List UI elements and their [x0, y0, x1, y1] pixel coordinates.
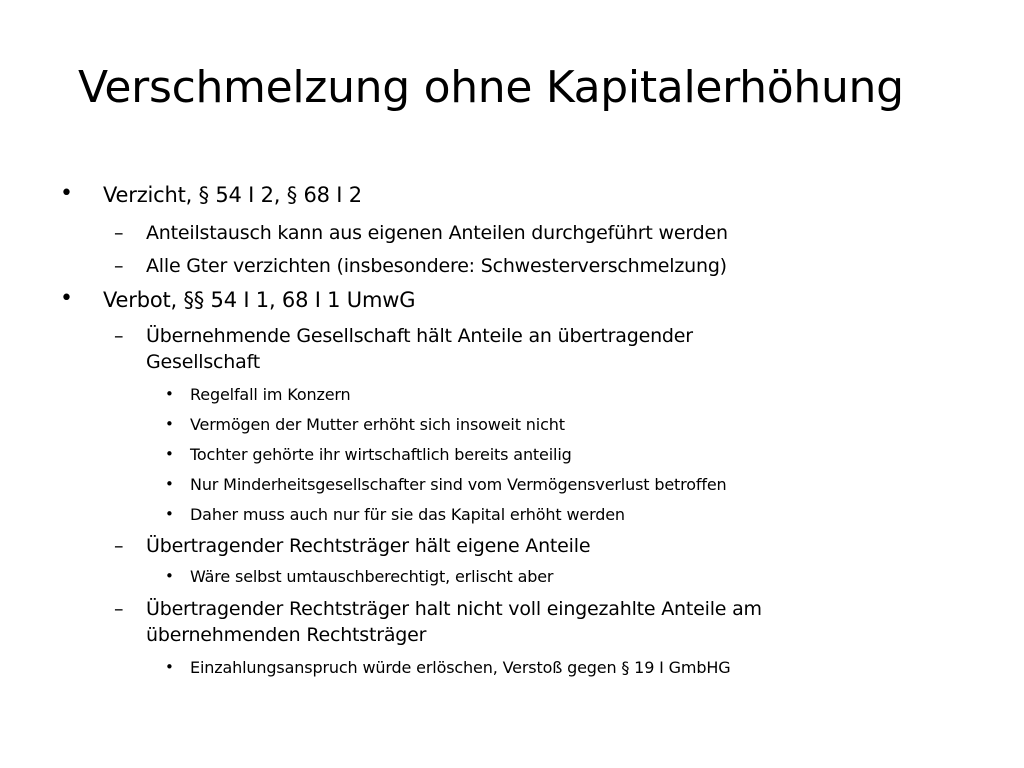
sub-bullet-text-line1: Übernehmende Gesellschaft hält Anteile an übertragender: [146, 325, 693, 347]
bullet-text: Verzicht, § 54 I 2, § 68 I 2: [103, 183, 362, 207]
sub-sub-bullet-text: Wäre selbst umtauschberechtigt, erlischt aber: [190, 567, 554, 586]
sub-sub-bullet-minderheit: [165, 475, 727, 494]
bullet-verzicht: [60, 181, 362, 207]
sub-bullet-eigene-anteile: [114, 534, 591, 559]
bullet-marker: •: [165, 385, 174, 403]
dash-marker: –: [114, 535, 124, 557]
sub-bullet-text-line2: Gesellschaft: [146, 351, 260, 373]
dash-marker: –: [114, 598, 124, 620]
sub-sub-bullet-text: Vermögen der Mutter erhöht sich insoweit nicht: [190, 415, 565, 434]
dash-marker: –: [114, 255, 124, 277]
sub-sub-bullet-regelfall: [165, 385, 351, 404]
sub-bullet-text: Übertragender Rechtsträger hält eigene Anteile: [146, 535, 591, 557]
sub-sub-bullet-daher: [165, 505, 625, 524]
sub-sub-bullet-einzahlung: [165, 658, 731, 677]
sub-bullet-text: Alle Gter verzichten (insbesondere: Schwesterverschmelzung): [146, 255, 727, 277]
bullet-marker: •: [165, 658, 174, 676]
sub-sub-bullet-text: Nur Minderheitsgesellschafter sind vom Vermögensverlust betroffen: [190, 475, 727, 494]
sub-sub-bullet-text: Daher muss auch nur für sie das Kapital erhöht werden: [190, 505, 625, 524]
sub-bullet-nicht-voll-cont: [146, 623, 426, 648]
sub-bullet-anteilstausch: [114, 221, 728, 246]
sub-bullet-text-line2: übernehmenden Rechtsträger: [146, 624, 427, 646]
bullet-marker: •: [165, 445, 174, 463]
sub-sub-bullet-text: Einzahlungsanspruch würde erlöschen, Verstoß gegen § 19 I GmbHG: [190, 658, 731, 677]
sub-sub-bullet-vermoegen: [165, 415, 565, 434]
sub-bullet-alle-gter: [114, 254, 727, 279]
sub-sub-bullet-text: Tochter gehörte ihr wirtschaftlich bereits anteilig: [190, 445, 572, 464]
sub-bullet-text: Anteilstausch kann aus eigenen Anteilen durchgeführt werden: [146, 222, 728, 244]
sub-sub-bullet-text: Regelfall im Konzern: [190, 385, 351, 404]
sub-bullet-uebernehmende: [114, 324, 693, 349]
sub-bullet-uebernehmende-cont: [146, 350, 260, 375]
sub-bullet-nicht-voll: [114, 597, 762, 622]
bullet-marker: •: [60, 181, 73, 206]
sub-sub-bullet-waere: [165, 567, 554, 586]
bullet-marker: •: [165, 415, 174, 433]
dash-marker: –: [114, 222, 124, 244]
sub-sub-bullet-tochter: [165, 445, 572, 464]
bullet-verbot: [60, 286, 416, 312]
slide-title: Verschmelzung ohne Kapitalerhöhung: [78, 62, 904, 113]
sub-bullet-text-line1: Übertragender Rechtsträger halt nicht voll eingezahlte Anteile am: [146, 598, 762, 620]
bullet-marker: •: [165, 505, 174, 523]
bullet-marker: •: [165, 567, 174, 585]
bullet-marker: •: [165, 475, 174, 493]
bullet-marker: •: [60, 286, 73, 311]
dash-marker: –: [114, 325, 124, 347]
bullet-text: Verbot, §§ 54 I 1, 68 I 1 UmwG: [103, 288, 416, 312]
